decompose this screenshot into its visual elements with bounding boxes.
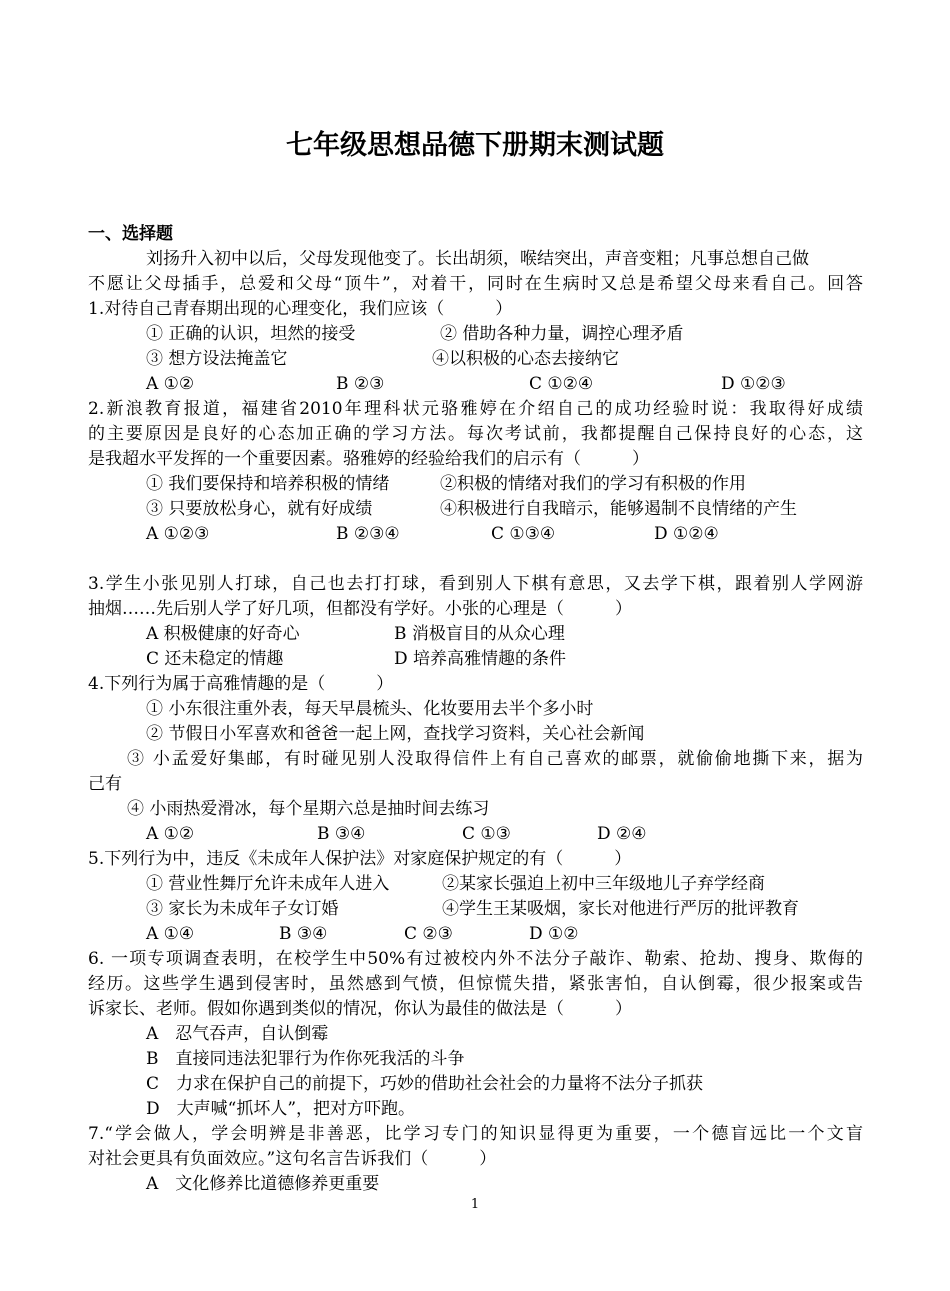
question-2-statement-1: ① 我们要保持和培养积极的情绪 <box>146 474 390 494</box>
question-6-option-a: A 忍气吞声，自认倒霉 <box>146 1024 329 1044</box>
question-5-statement-4: ④学生王某吸烟，家长对他进行严厉的批评教育 <box>442 899 799 919</box>
question-6-line-2: 经历。这些学生遇到侵害时，虽然感到气愤，但惊慌失措，紧张害怕，自认倒霉，很少报案或告 <box>88 974 863 994</box>
question-4-option-b: B ③④ <box>317 824 366 844</box>
question-6-option-b: B 直接同违法犯罪行为作你死我活的斗争 <box>146 1049 465 1069</box>
question-1-option-c: C ①②④ <box>529 374 594 394</box>
question-2-statement-3: ③ 只要放松身心，就有好成绩 <box>146 499 373 519</box>
question-3-option-a: A 积极健康的好奇心 <box>146 624 300 644</box>
question-7-option-a: A 文化修养比道德修养更重要 <box>146 1174 380 1194</box>
question-3-line-2: 抽烟……先后别人学了好几项，但都没有学好。小张的心理是（ ） <box>88 599 632 619</box>
question-4-statement-2: ② 节假日小军喜欢和爸爸一起上网，查找学习资料，关心社会新闻 <box>146 724 645 744</box>
question-3-option-d: D 培养高雅情趣的条件 <box>394 649 567 669</box>
question-1-stem: 1.对待自己青春期出现的心理变化，我们应该（ ） <box>88 299 513 319</box>
question-4-option-c: C ①③ <box>462 824 511 844</box>
question-4-statement-3-cont: 己有 <box>88 774 122 794</box>
question-4-statement-3: ③ 小孟爱好集邮，有时碰见别人没取得信件上有自己喜欢的邮票，就偷偷地撕下来，据为 <box>127 749 863 769</box>
question-2-line-1: 2.新浪教育报道，福建省2010年理科状元骆雅婷在介绍自己的成功经验时说：我取得好成绩 <box>88 399 863 419</box>
question-6-option-d: D 大声喊“抓坏人”，把对方吓跑。 <box>146 1099 416 1119</box>
question-5-statement-1: ① 营业性舞厅允许未成年人进入 <box>146 874 390 894</box>
question-2-option-d: D ①②④ <box>654 524 719 544</box>
question-1-option-d: D ①②③ <box>721 374 786 394</box>
page-title: 七年级思想品德下册期末测试题 <box>286 130 664 161</box>
page-number: 1 <box>470 1197 480 1212</box>
question-3-option-b: B 消极盲目的从众心理 <box>394 624 565 644</box>
question-5-option-b: B ③④ <box>279 924 328 944</box>
question-5-option-d: D ①② <box>529 924 579 944</box>
question-3-option-c: C 还未稳定的情趣 <box>146 649 284 669</box>
question-4-stem: 4.下列行为属于高雅情趣的是（ ） <box>88 674 394 694</box>
question-2-line-2: 的主要原因是良好的心态加正确的学习方法。每次考试前，我都提醒自己保持良好的心态，这 <box>88 424 863 444</box>
question-6-line-3: 诉家长、老师。假如你遇到类似的情况，你认为最佳的做法是（ ） <box>88 999 632 1019</box>
question-1-statement-4: ④以积极的心态去接纳它 <box>432 349 619 369</box>
question-3-line-1: 3.学生小张见别人打球，自己也去打打球，看到别人下棋有意思，又去学下棋，跟着别人学网游 <box>88 574 863 594</box>
question-2-option-b: B ②③④ <box>336 524 400 544</box>
question-2-option-c: C ①③④ <box>491 524 556 544</box>
intro-line-2: 不愿让父母插手，总爱和父母“顶牛”，对着干，同时在生病时又总是希望父母来看自己。回答 <box>88 274 863 294</box>
question-6-option-c: C 力求在保护自己的前提下，巧妙的借助社会社会的力量将不法分子抓获 <box>146 1074 704 1094</box>
question-5-stem: 5.下列行为中，违反《未成年人保护法》对家庭保护规定的有（ ） <box>88 849 632 869</box>
question-1-option-b: B ②③ <box>336 374 385 394</box>
question-4-option-d: D ②④ <box>597 824 647 844</box>
question-5-statement-2: ②某家长强迫上初中三年级地儿子弃学经商 <box>442 874 765 894</box>
question-2-statement-2: ②积极的情绪对我们的学习有积极的作用 <box>440 474 746 494</box>
question-4-statement-4: ④ 小雨热爱滑冰，每个星期六总是抽时间去练习 <box>127 799 490 819</box>
question-4-statement-1: ① 小东很注重外表，每天早晨梳头、化妆要用去半个多小时 <box>146 699 594 719</box>
question-1-option-a: A ①② <box>146 374 195 394</box>
question-5-statement-3: ③ 家长为未成年子女订婚 <box>146 899 339 919</box>
question-4-option-a: A ①② <box>146 824 195 844</box>
question-7-line-1: 7.“学会做人，学会明辨是非善恶，比学习专门的知识显得更为重要，一个德盲远比一个文盲 <box>88 1124 863 1144</box>
question-2-option-a: A ①②③ <box>146 524 210 544</box>
question-2-line-3: 是我超水平发挥的一个重要因素。骆雅婷的经验给我们的启示有（ ） <box>88 449 649 469</box>
section-heading: 一、选择题 <box>88 224 173 244</box>
question-5-option-c: C ②③ <box>404 924 453 944</box>
question-2-statement-4: ④积极进行自我暗示，能够遏制不良情绪的产生 <box>440 499 797 519</box>
question-1-statement-1: ① 正确的认识，坦然的接受 <box>146 324 356 344</box>
question-5-option-a: A ①④ <box>146 924 195 944</box>
question-1-statement-2: ② 借助各种力量，调控心理矛盾 <box>440 324 684 344</box>
question-1-statement-3: ③ 想方设法掩盖它 <box>146 349 288 369</box>
intro-line-1: 刘扬升入初中以后，父母发现他变了。长出胡须，喉结突出，声音变粗；凡事总想自己做 <box>146 249 809 269</box>
question-6-line-1: 6. 一项专项调查表明，在校学生中50%有过被校内外不法分子敲诈、勒索、抢劫、搜身、欺侮的 <box>88 949 863 969</box>
question-7-line-2: 对社会更具有负面效应。”这句名言告诉我们（ ） <box>88 1149 497 1169</box>
